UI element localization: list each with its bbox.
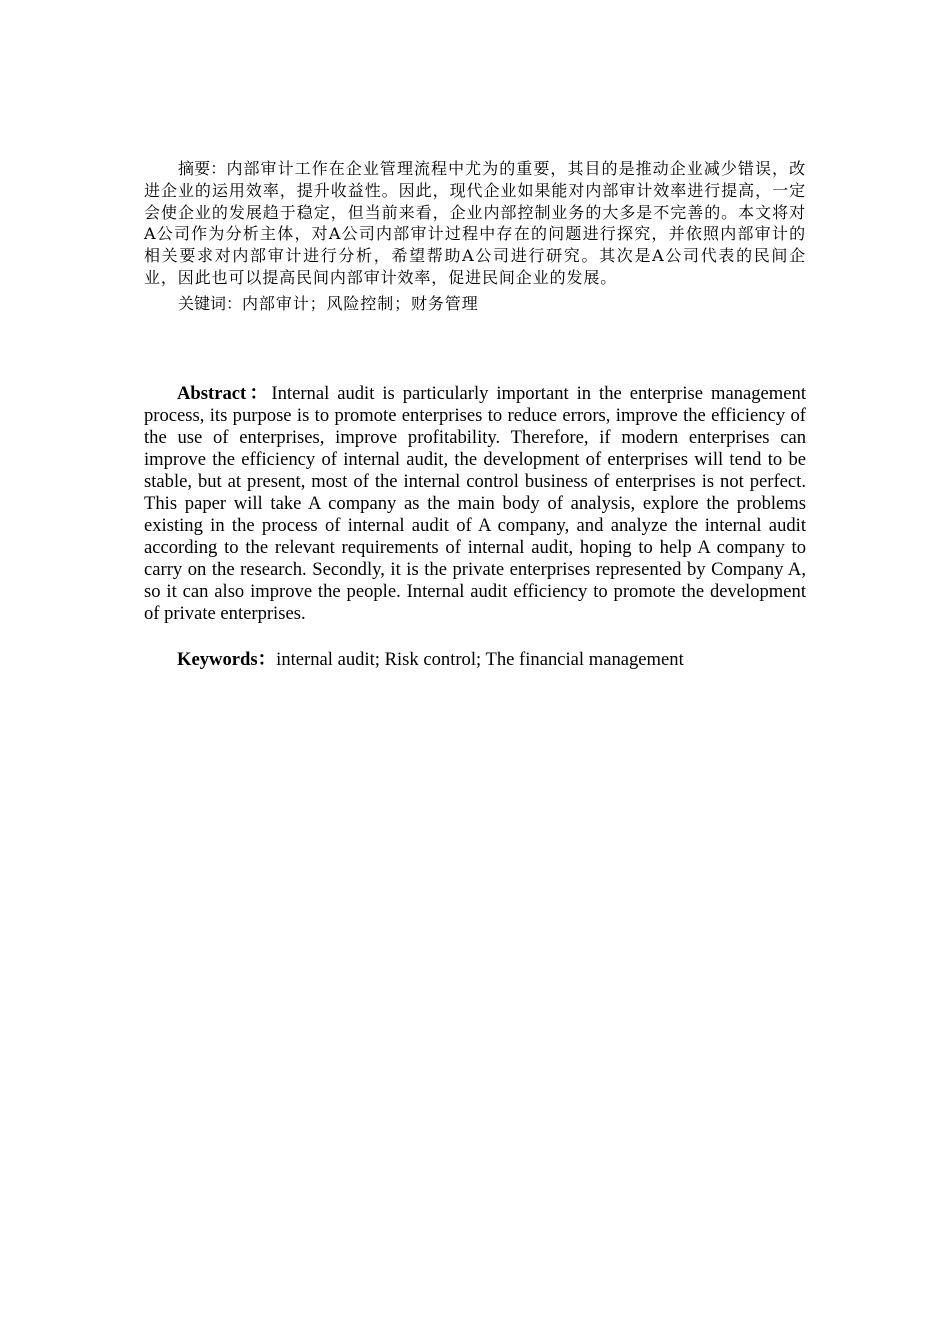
english-keywords-label: Keywords： bbox=[177, 648, 277, 670]
chinese-abstract bbox=[144, 158, 806, 289]
document-page bbox=[144, 158, 806, 671]
chinese-keywords-label: 关键词： bbox=[178, 293, 243, 313]
chinese-abstract-text: 内部审计工作在企业管理流程中尤为的重要，其目的是推动企业减少错误，改进企业的运用效率，提升收益性。因此，现代企业如果能对内部审计效率进行提高，一定会使企业的发展趋于稳定，但当前来看，企业内部控制业务的大多是不完善的。本文将对A公司作为分析主体，对A公司内部审计过程中存在的问题进行探究，并依照内部审计的相关要求对内部审计进行分析，希望帮助A公司进行研究。其次是A公司代表的民间企业，因此也可以提高民间内部审计效率，促进民间企业的发展。 bbox=[144, 159, 806, 287]
chinese-abstract-label: 摘要： bbox=[178, 159, 227, 178]
english-keywords bbox=[144, 649, 806, 671]
chinese-keywords bbox=[144, 293, 806, 315]
chinese-keywords-text: 内部审计；风险控制；财务管理 bbox=[242, 293, 479, 313]
english-abstract bbox=[144, 383, 806, 625]
english-keywords-text: internal audit; Risk control; The financial management bbox=[276, 648, 684, 670]
english-abstract-text: Internal audit is particularly important in the enterprise management process, its purpose is to promote enterprises to reduce errors, improve the efficiency of the use of enterprises, improve profitability. Therefore, if modern enterprises can improve the efficiency of internal audit, the development of enterprises will tend to be stable, but at present, most of the internal control business of enterprises is not perfect. This paper will take A company as the main body of analysis, explore the problems existing in the process of internal audit of A company, and analyze the internal audit according to the relevant requirements of internal audit, hoping to help A company to carry on the research. Secondly, it is the private enterprises represented by Company A, so it can also improve the people. Internal audit efficiency to promote the development of private enterprises. bbox=[144, 382, 806, 624]
english-abstract-label: Abstract： bbox=[177, 382, 272, 404]
